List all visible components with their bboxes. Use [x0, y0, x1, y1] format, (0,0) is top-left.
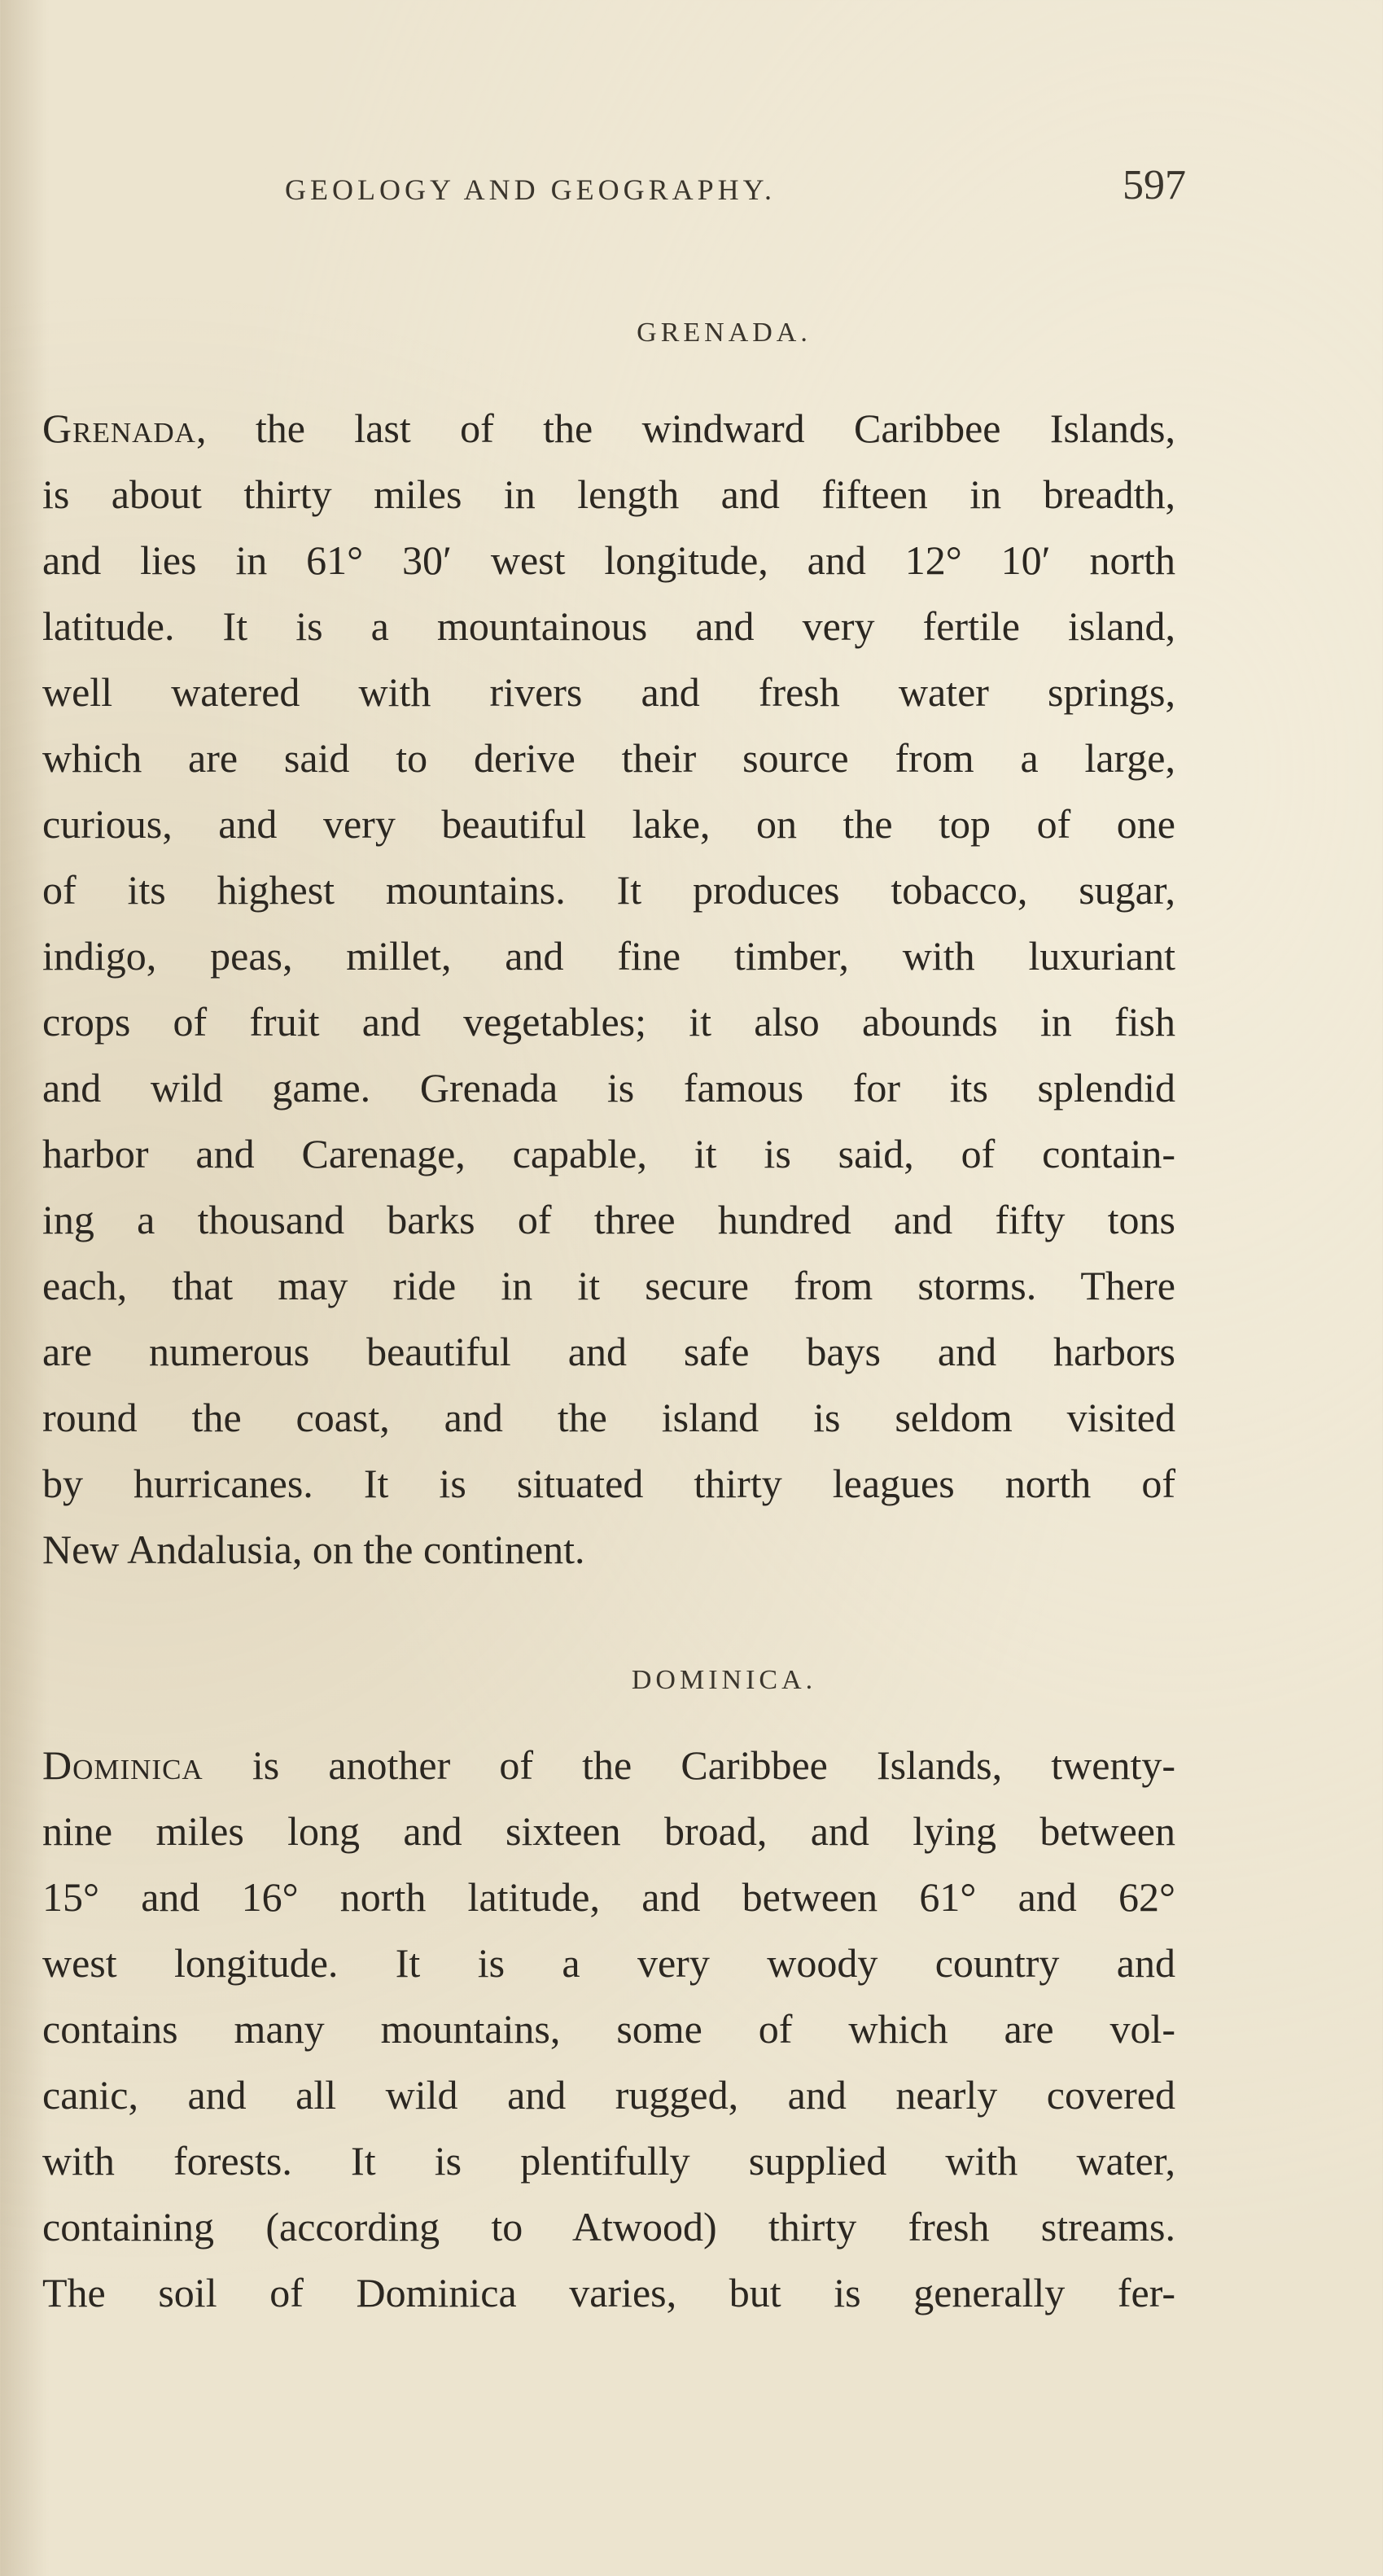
text-line — [42, 396, 1175, 462]
text-line: The soil of Dominica varies, but is generally fer- — [42, 2270, 1175, 2315]
text-line-rest: , the last of the windward Caribbee Islands, — [195, 405, 1175, 451]
running-head: GEOLOGY AND GEOGRAPHY. — [285, 173, 777, 206]
section-title-dominica: DOMINICA. — [631, 1665, 817, 1695]
text-line: indigo, peas, millet, and fine timber, with luxuriant — [42, 933, 1175, 979]
text-line: and lies in 61° 30′ west longitude, and 12° 10′ north — [42, 537, 1175, 583]
text-line: by hurricanes. It is situated thirty leagues north of — [42, 1461, 1175, 1506]
paragraph-grenada — [42, 396, 1175, 1583]
text-line: west longitude. It is a very woody country and — [42, 1940, 1175, 1986]
section-title-grenada: GRENADA. — [637, 318, 812, 348]
text-line: 15° and 16° north latitude, and between 61° and 62° — [42, 1874, 1175, 1920]
text-line: well watered with rivers and fresh water springs, — [42, 669, 1175, 715]
text-line: contains many mountains, some of which are vol- — [42, 2006, 1175, 2052]
text-line: ing a thousand barks of three hundred and fifty tons — [42, 1197, 1175, 1242]
text-line — [42, 1733, 1175, 1798]
text-line: canic, and all wild and rugged, and nearly covered — [42, 2072, 1175, 2118]
text-line: harbor and Carenage, capable, it is said, of contain- — [42, 1131, 1175, 1176]
text-line: crops of fruit and vegetables; it also abounds in fish — [42, 999, 1175, 1045]
text-line: curious, and very beautiful lake, on the top of one — [42, 801, 1175, 847]
text-line: latitude. It is a mountainous and very fertile island, — [42, 603, 1175, 649]
lead-word: Dominica — [42, 1742, 204, 1788]
text-line: nine miles long and sixteen broad, and lying between — [42, 1808, 1175, 1854]
text-line: and wild game. Grenada is famous for its splendid — [42, 1065, 1175, 1111]
page-number: 597 — [1123, 162, 1186, 208]
text-line: with forests. It is plentifully supplied with water, — [42, 2138, 1175, 2184]
text-line: round the coast, and the island is seldom visited — [42, 1395, 1175, 1440]
lead-word: Grenada — [42, 405, 196, 451]
text-line: which are said to derive their source from a large, — [42, 735, 1175, 781]
paragraph-dominica — [42, 1733, 1175, 2326]
text-line: of its highest mountains. It produces tobacco, sugar, — [42, 867, 1175, 913]
text-line: are numerous beautiful and safe bays and harbors — [42, 1329, 1175, 1374]
text-line: is about thirty miles in length and fifteen in breadth, — [42, 471, 1175, 517]
text-line: each, that may ride in it secure from storms. There — [42, 1263, 1175, 1308]
text-line-rest: is another of the Caribbee Islands, twenty- — [203, 1742, 1175, 1788]
text-line: New Andalusia, on the continent. — [42, 1527, 585, 1572]
text-line: containing (according to Atwood) thirty fresh streams. — [42, 2204, 1175, 2250]
